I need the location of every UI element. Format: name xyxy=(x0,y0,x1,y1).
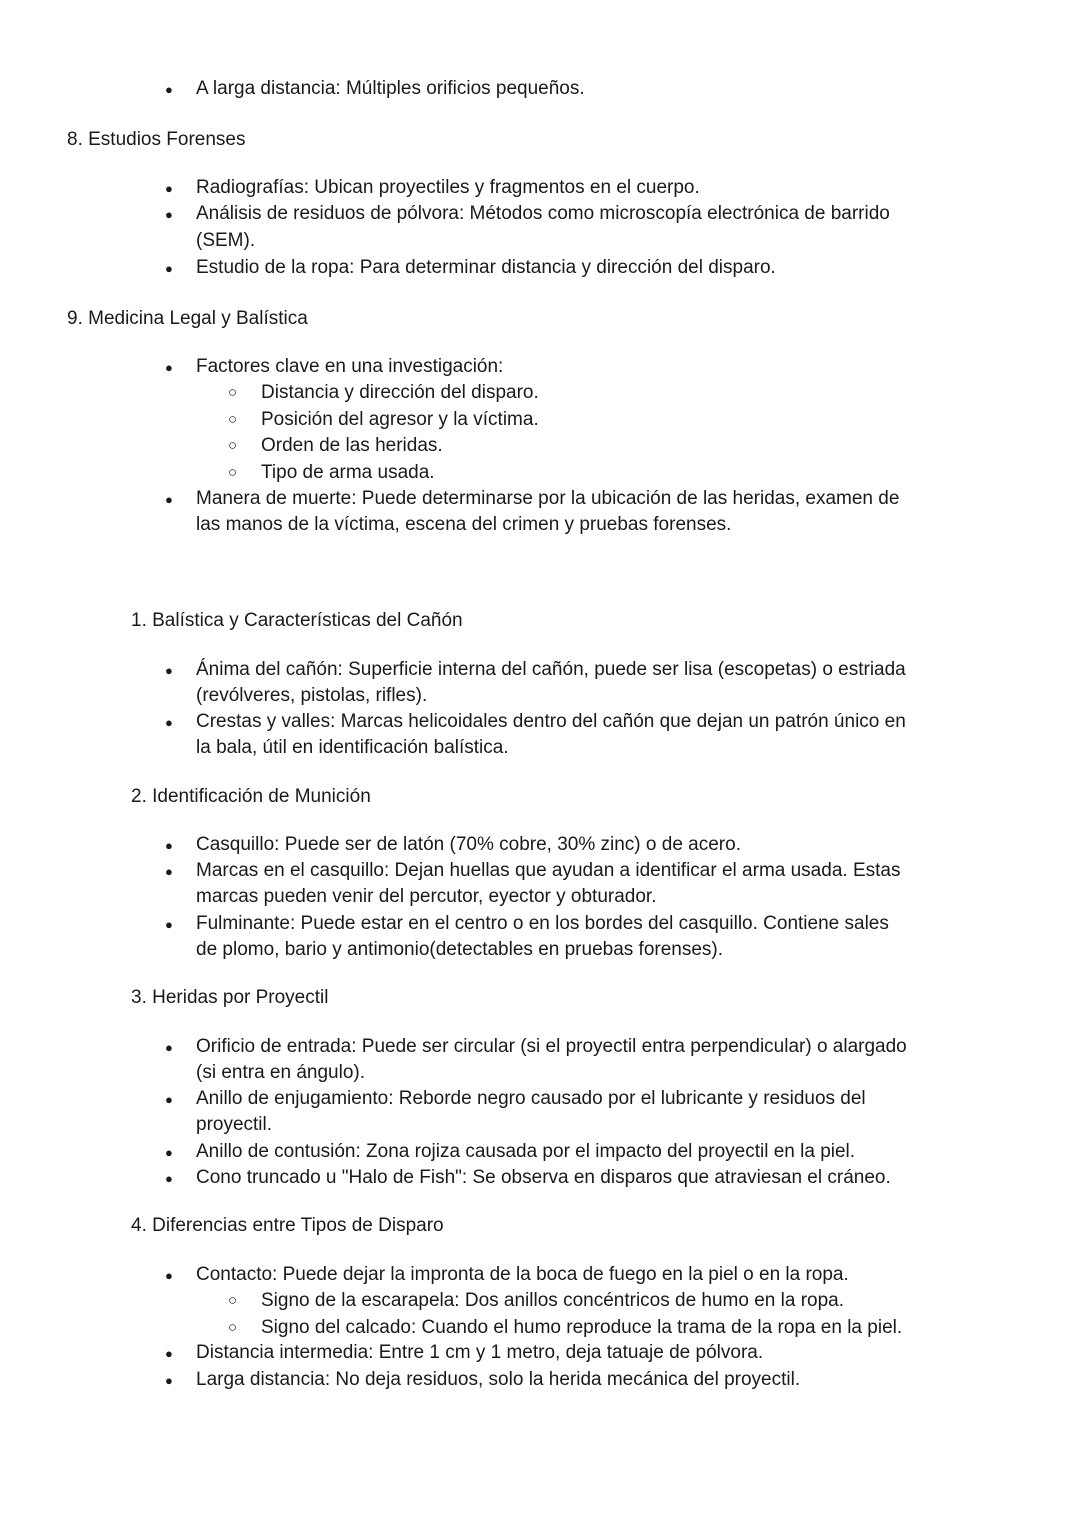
bullet-icon: ● xyxy=(165,1346,173,1361)
bullet-icon: ● xyxy=(165,1145,173,1160)
section-heading-3: 3. Heridas por Proyectil xyxy=(131,987,329,1008)
list-item: Casquillo: Puede ser de latón (70% cobre, 30% zinc) o de acero. xyxy=(196,834,741,855)
sub-list-item: Signo del calcado: Cuando el humo reproduce la trama de la ropa en la piel. xyxy=(261,1317,903,1338)
list-item-continuation: (revólveres, pistolas, rifles). xyxy=(196,685,428,706)
list-item-continuation: (si entra en ángulo). xyxy=(196,1062,365,1083)
list-item-continuation: de plomo, bario y antimonio(detectables en pruebas forenses). xyxy=(196,939,724,960)
sub-list-item: Distancia y dirección del disparo. xyxy=(261,382,539,403)
bullet-icon: ● xyxy=(165,1268,173,1283)
list-item: Anillo de contusión: Zona rojiza causada por el impacto del proyectil en la piel. xyxy=(196,1141,856,1162)
bullet-icon: ● xyxy=(165,82,173,97)
list-item: Ánima del cañón: Superficie interna del cañón, puede ser lisa (escopetas) o estriada xyxy=(196,659,906,680)
list-item: Factores clave en una investigación: xyxy=(196,356,504,377)
list-item-continuation: (SEM). xyxy=(196,230,256,251)
list-item: Cono truncado u "Halo de Fish": Se observa en disparos que atraviesan el cráneo. xyxy=(196,1167,891,1188)
circle-bullet-icon: ○ xyxy=(228,384,238,401)
bullet-icon: ● xyxy=(165,1373,173,1388)
list-item: Estudio de la ropa: Para determinar distancia y dirección del disparo. xyxy=(196,257,776,278)
bullet-icon: ● xyxy=(165,663,173,678)
list-item: Contacto: Puede dejar la impronta de la boca de fuego en la piel o en la ropa. xyxy=(196,1264,849,1285)
list-item: Anillo de enjugamiento: Reborde negro causado por el lubricante y residuos del xyxy=(196,1088,866,1109)
sub-list-item: Posición del agresor y la víctima. xyxy=(261,409,539,430)
bullet-icon: ● xyxy=(165,1040,173,1055)
bullet-icon: ● xyxy=(165,864,173,879)
section-heading-1: 1. Balística y Características del Cañón xyxy=(131,610,463,631)
section-heading-4: 4. Diferencias entre Tipos de Disparo xyxy=(131,1215,444,1236)
sub-list-item: Orden de las heridas. xyxy=(261,435,443,456)
list-item-continuation: las manos de la víctima, escena del crimen y pruebas forenses. xyxy=(196,514,732,535)
list-item: Análisis de residuos de pólvora: Métodos como microscopía electrónica de barrido xyxy=(196,203,890,224)
circle-bullet-icon: ○ xyxy=(228,1319,238,1336)
list-item: Larga distancia: No deja residuos, solo la herida mecánica del proyectil. xyxy=(196,1369,801,1390)
bullet-icon: ● xyxy=(165,181,173,196)
bullet-icon: ● xyxy=(165,917,173,932)
circle-bullet-icon: ○ xyxy=(228,464,238,481)
list-item: Manera de muerte: Puede determinarse por la ubicación de las heridas, examen de xyxy=(196,488,900,509)
list-item: Distancia intermedia: Entre 1 cm y 1 metro, deja tatuaje de pólvora. xyxy=(196,1342,764,1363)
sub-list-item: Tipo de arma usada. xyxy=(261,462,435,483)
circle-bullet-icon: ○ xyxy=(228,437,238,454)
list-item-continuation: proyectil. xyxy=(196,1114,273,1135)
bullet-icon: ● xyxy=(165,715,173,730)
list-item: Orificio de entrada: Puede ser circular (si el proyectil entra perpendicular) o alargado xyxy=(196,1036,907,1057)
bullet-icon: ● xyxy=(165,1092,173,1107)
list-item-continuation: la bala, útil en identificación balística. xyxy=(196,737,509,758)
bullet-icon: ● xyxy=(165,838,173,853)
circle-bullet-icon: ○ xyxy=(228,1292,238,1309)
sub-list-item: Signo de la escarapela: Dos anillos concéntricos de humo en la ropa. xyxy=(261,1290,845,1311)
bullet-icon: ● xyxy=(165,1171,173,1186)
list-item: Fulminante: Puede estar en el centro o en los bordes del casquillo. Contiene sales xyxy=(196,913,889,934)
bullet-icon: ● xyxy=(165,360,173,375)
section-heading-2: 2. Identificación de Munición xyxy=(131,786,371,807)
section-heading-8: 8. Estudios Forenses xyxy=(67,129,246,150)
list-item: Marcas en el casquillo: Dejan huellas que ayudan a identificar el arma usada. Estas xyxy=(196,860,901,881)
bullet-icon: ● xyxy=(165,261,173,276)
circle-bullet-icon: ○ xyxy=(228,411,238,428)
list-item-continuation: marcas pueden venir del percutor, eyector y obturador. xyxy=(196,886,657,907)
list-item: Radiografías: Ubican proyectiles y fragmentos en el cuerpo. xyxy=(196,177,700,198)
bullet-icon: ● xyxy=(165,207,173,222)
list-item: Crestas y valles: Marcas helicoidales dentro del cañón que dejan un patrón único en xyxy=(196,711,906,732)
bullet-icon: ● xyxy=(165,492,173,507)
list-item: A larga distancia: Múltiples orificios pequeños. xyxy=(196,78,585,99)
section-heading-9: 9. Medicina Legal y Balística xyxy=(67,308,308,329)
